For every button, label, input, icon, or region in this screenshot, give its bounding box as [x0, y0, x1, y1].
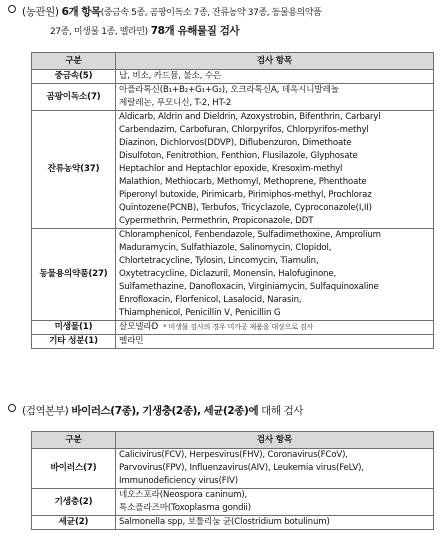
bacteria-count: 세균(2종)에 — [203, 405, 259, 417]
item-line-text: Malathion, Methiocarb, Methomyl, Methoprene, Phenthoate — [119, 177, 367, 187]
header-items: 검사 항목 — [116, 432, 434, 449]
item-line-text: Chlortetracycline, Tylosin, Lincomycin, Tiamulin, — [119, 256, 319, 266]
row-category: 곰팡이독소(7) — [32, 84, 116, 111]
row-items — [116, 321, 434, 335]
bullet-circle-icon — [8, 5, 16, 13]
item-line — [119, 150, 430, 163]
table-row — [32, 335, 434, 349]
item-line-text: Maduramycin, Sulfathiazole, Salinomycin, Clopidol, — [119, 243, 332, 253]
inspection-table-nqs — [31, 52, 434, 349]
item-line-text: Aldicarb, Aldrin and Dieldrin, Azoxystrobin, Bifenthrin, Carbaryl — [119, 112, 381, 122]
row-items — [116, 84, 434, 111]
item-line-text: 멜라민 — [119, 336, 144, 346]
header-items: 검사 항목 — [116, 53, 434, 70]
item-line-text: 납, 비소, 카드뮴, 불소, 수은 — [119, 71, 222, 81]
table-row — [32, 229, 434, 321]
table-row — [32, 321, 434, 335]
item-line — [119, 335, 430, 348]
row-category: 중금속(5) — [32, 70, 116, 84]
item-line-text: Calicivirus(FCV), Herpesvirus(FHV), Coronavirus(FCoV), — [119, 450, 348, 460]
item-line-text: Quintozene(PCNB), Terbufos, Tricyclazole, Cyproconazole(I,II) — [119, 203, 372, 213]
table-row — [32, 516, 434, 530]
section-heading-nqs-cont — [50, 24, 239, 40]
item-line — [119, 462, 430, 475]
item-line-text: 제랄레논, 푸모니신, T-2, HT-2 — [119, 98, 232, 108]
row-category: 잔류농약(37) — [32, 111, 116, 229]
table-row — [32, 70, 434, 84]
item-line-text: Heptachlor and Heptachlor epoxide, Kresoxim-methyl — [119, 164, 343, 174]
item-line-text: Piperonyl butoxide, Pirimicarb, Pirimiphos-methyl, Prochloraz — [119, 190, 372, 200]
table-row — [32, 111, 434, 229]
inspection-table-qia — [31, 431, 434, 530]
row-category: 동물용의약품(27) — [32, 229, 116, 321]
item-line-text: Enrofloxacin, Florfenicol, Lasalocid, Narasin, — [119, 295, 302, 305]
item-line-text: 아플라톡신(B₁+B₂+G₁+G₂), 오크라톡신A, 데옥시니발레놀 — [119, 85, 339, 95]
item-line-text: 살모넬라D — [119, 322, 159, 332]
item-line-text: 톡소플라즈마(Toxoplasma gondii) — [119, 503, 251, 513]
item-line — [119, 189, 430, 202]
table-row — [32, 449, 434, 489]
header-category: 구분 — [32, 432, 116, 449]
header-category: 구분 — [32, 53, 116, 70]
item-line — [119, 215, 430, 228]
item-line — [119, 176, 430, 189]
item-line — [119, 475, 430, 488]
item-line — [119, 502, 430, 515]
item-line — [119, 321, 430, 334]
item-line-text: Diazinon, Dichlorvos(DDVP), Diflubenzuron, Dimethoate — [119, 138, 352, 148]
item-line — [119, 281, 430, 294]
item-line — [119, 307, 430, 320]
item-count: 6개 — [61, 6, 79, 18]
item-line-text: Disulfoton, Fenitrothion, Fenthion, Flusilazole, Glyphosate — [119, 151, 358, 161]
row-items — [116, 111, 434, 229]
item-note: * 미생물 검사의 경우 미가공 제품을 대상으로 검사 — [163, 323, 314, 331]
item-line — [119, 242, 430, 255]
row-category: 바이러스(7) — [32, 449, 116, 489]
item-line — [119, 124, 430, 137]
item-line-text: Oxytetracycline, Diclazuril, Monensin, Halofuginone, — [119, 269, 337, 279]
item-line-text: Thiamphenicol, Penicillin V, Penicillin G — [119, 308, 281, 318]
table-header-row — [32, 53, 434, 70]
item-line — [119, 229, 430, 242]
item-line — [119, 84, 430, 97]
item-line — [119, 268, 430, 281]
item-line-text: Cypermethrin, Permethrin, Propiconazole, DDT — [119, 216, 314, 226]
item-line — [119, 202, 430, 215]
item-line-text: Parvovirus(FPV), Influenzavirus(AIV), Leukemia virus(FeLV), — [119, 463, 364, 473]
virus-count: 바이러스(7종), — [71, 405, 140, 417]
table-row — [32, 489, 434, 516]
parasite-count: 기생충(2종), — [142, 405, 201, 417]
item-line — [119, 516, 430, 529]
org-name: (농관원) — [22, 6, 59, 18]
section-heading-qia — [8, 404, 303, 419]
item-line-text: Chloramphenicol, Fenbendazole, Sulfadimethoxine, Amprolium — [119, 230, 381, 240]
row-items — [116, 449, 434, 489]
item-line-text: 네오스포라(Neospora caninum), — [119, 490, 248, 500]
bullet-circle-icon — [8, 404, 16, 412]
row-items — [116, 70, 434, 84]
item-line — [119, 97, 430, 110]
org-name: (검역본부) — [22, 405, 69, 417]
table-row — [32, 84, 434, 111]
table-header-row — [32, 432, 434, 449]
item-line — [119, 163, 430, 176]
item-line — [119, 489, 430, 502]
row-category: 기생충(2) — [32, 489, 116, 516]
row-items — [116, 229, 434, 321]
item-line — [119, 137, 430, 150]
heading-total: 78개 유해물질 검사 — [150, 25, 240, 37]
item-line — [119, 70, 430, 83]
item-line — [119, 111, 430, 124]
heading-detail: (중금속 5종, 곰팡이독소 7종, 잔류농약 37종, 동물용의약품 — [100, 8, 322, 18]
row-items — [116, 489, 434, 516]
row-category: 기타 성분(1) — [32, 335, 116, 349]
row-items — [116, 516, 434, 530]
item-line — [119, 255, 430, 268]
row-category: 미생물(1) — [32, 321, 116, 335]
row-category: 세균(2) — [32, 516, 116, 530]
item-line-text: Salmonella spp, 보툴리눔 균(Clostridium botulinum) — [119, 517, 330, 527]
item-line — [119, 449, 430, 462]
item-word: 항목 — [81, 6, 101, 18]
row-items — [116, 335, 434, 349]
item-line-text: Sulfamethazine, Danofloxacin, Virginiamycin, Sulfaquinoxaline — [119, 282, 379, 292]
item-line-text: Immunodeficiency virus(FIV) — [119, 476, 238, 486]
item-line-text: Carbendazim, Carbofuran, Chlorpyrifos, Chlorpyrifos-methyl — [119, 125, 369, 135]
section-heading-nqs — [8, 5, 321, 21]
item-line — [119, 294, 430, 307]
heading-detail-cont: 27종, 미생물 1종, 멜라민) — [50, 27, 148, 37]
heading-rest: 대해 검사 — [261, 405, 304, 417]
